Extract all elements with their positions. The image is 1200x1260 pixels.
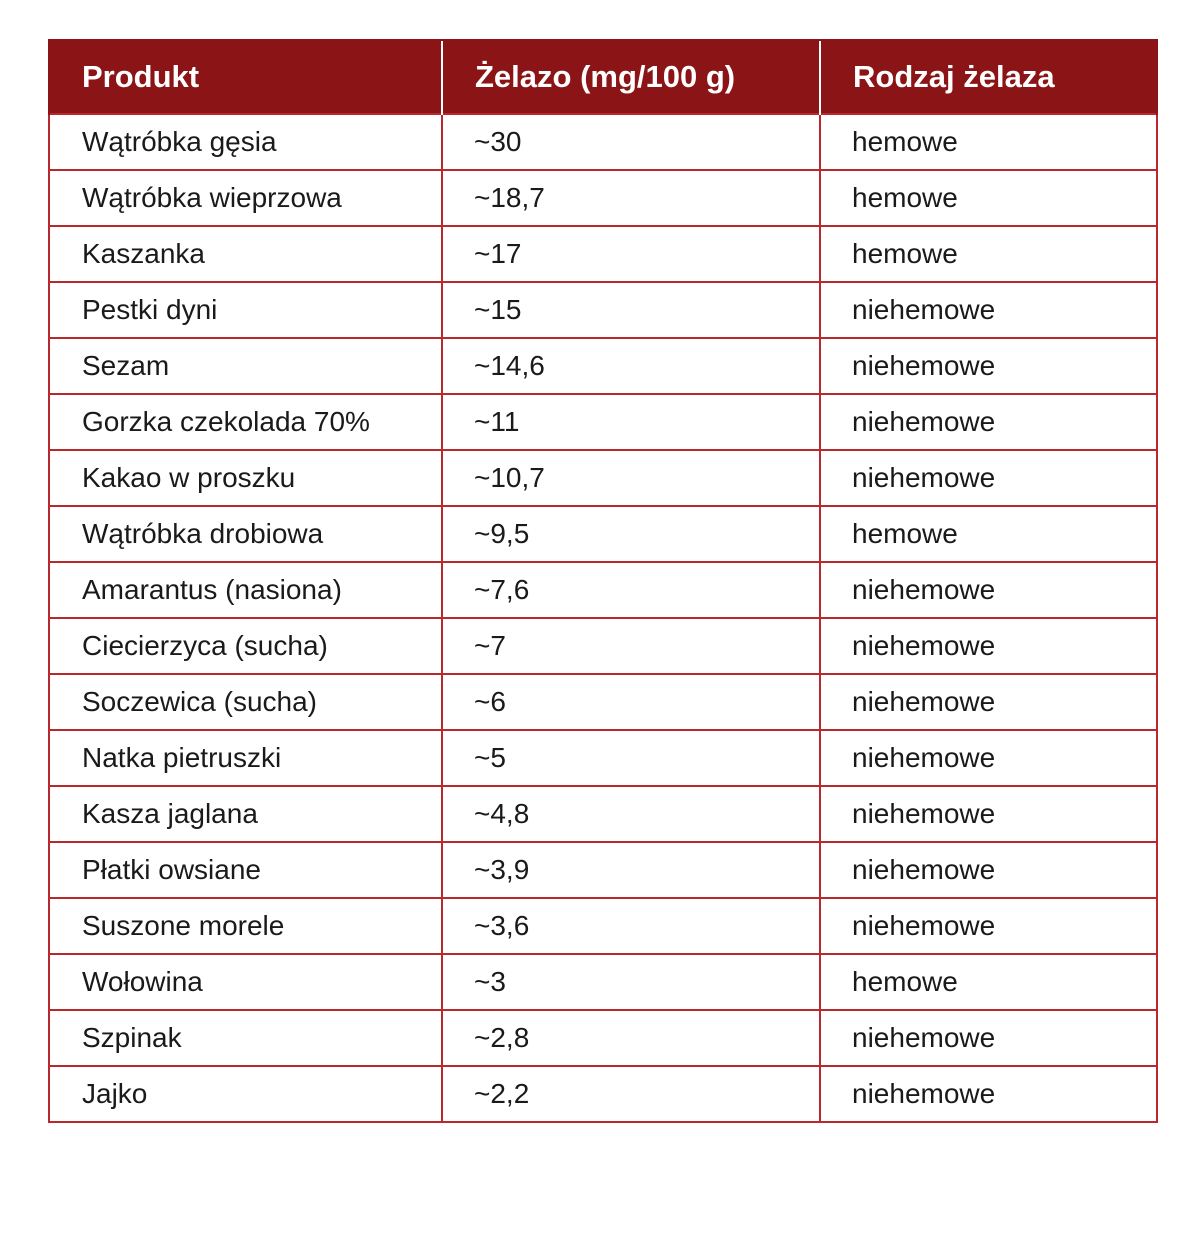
- product-cell: Ciecierzyca (sucha): [49, 618, 442, 674]
- iron-amount-cell: ~17: [442, 226, 820, 282]
- product-cell: Wątróbka gęsia: [49, 114, 442, 170]
- table-header: [49, 40, 1157, 114]
- iron-amount-cell: ~3: [442, 954, 820, 1010]
- iron-type-cell: niehemowe: [820, 394, 1157, 450]
- iron-amount-cell: ~10,7: [442, 450, 820, 506]
- table-row: [49, 674, 1157, 730]
- table-row: [49, 338, 1157, 394]
- table-row: [49, 954, 1157, 1010]
- header-iron-amount: Żelazo (mg/100 g): [442, 40, 820, 114]
- table-row: [49, 226, 1157, 282]
- iron-type-cell: niehemowe: [820, 450, 1157, 506]
- iron-type-cell: niehemowe: [820, 1010, 1157, 1066]
- table-body: [49, 114, 1157, 1122]
- table-row: [49, 1010, 1157, 1066]
- iron-amount-cell: ~3,6: [442, 898, 820, 954]
- table-row: [49, 786, 1157, 842]
- product-cell: Suszone morele: [49, 898, 442, 954]
- table-row: [49, 450, 1157, 506]
- product-cell: Sezam: [49, 338, 442, 394]
- product-cell: Kakao w proszku: [49, 450, 442, 506]
- product-cell: Pestki dyni: [49, 282, 442, 338]
- table-row: [49, 730, 1157, 786]
- iron-amount-cell: ~9,5: [442, 506, 820, 562]
- iron-amount-cell: ~11: [442, 394, 820, 450]
- iron-amount-cell: ~14,6: [442, 338, 820, 394]
- product-cell: Soczewica (sucha): [49, 674, 442, 730]
- table-row: [49, 842, 1157, 898]
- iron-type-cell: niehemowe: [820, 618, 1157, 674]
- table-row: [49, 898, 1157, 954]
- product-cell: Wołowina: [49, 954, 442, 1010]
- table-row: [49, 170, 1157, 226]
- table-row: [49, 282, 1157, 338]
- iron-amount-cell: ~18,7: [442, 170, 820, 226]
- table-row: [49, 114, 1157, 170]
- iron-type-cell: niehemowe: [820, 338, 1157, 394]
- product-cell: Natka pietruszki: [49, 730, 442, 786]
- iron-type-cell: niehemowe: [820, 786, 1157, 842]
- product-cell: Kasza jaglana: [49, 786, 442, 842]
- table-row: [49, 394, 1157, 450]
- product-cell: Amarantus (nasiona): [49, 562, 442, 618]
- header-row: [49, 40, 1157, 114]
- table-row: [49, 562, 1157, 618]
- iron-type-cell: niehemowe: [820, 898, 1157, 954]
- table-row: [49, 1066, 1157, 1122]
- iron-amount-cell: ~6: [442, 674, 820, 730]
- product-cell: Szpinak: [49, 1010, 442, 1066]
- product-cell: Płatki owsiane: [49, 842, 442, 898]
- table-row: [49, 506, 1157, 562]
- iron-amount-cell: ~15: [442, 282, 820, 338]
- iron-type-cell: hemowe: [820, 954, 1157, 1010]
- product-cell: Gorzka czekolada 70%: [49, 394, 442, 450]
- iron-type-cell: hemowe: [820, 506, 1157, 562]
- iron-content-table: [48, 39, 1158, 1123]
- iron-amount-cell: ~4,8: [442, 786, 820, 842]
- iron-amount-cell: ~2,8: [442, 1010, 820, 1066]
- iron-type-cell: hemowe: [820, 226, 1157, 282]
- product-cell: Kaszanka: [49, 226, 442, 282]
- iron-amount-cell: ~5: [442, 730, 820, 786]
- iron-type-cell: niehemowe: [820, 282, 1157, 338]
- header-iron-type: Rodzaj żelaza: [820, 40, 1157, 114]
- iron-type-cell: niehemowe: [820, 842, 1157, 898]
- table-row: [49, 618, 1157, 674]
- iron-type-cell: niehemowe: [820, 674, 1157, 730]
- product-cell: Jajko: [49, 1066, 442, 1122]
- iron-amount-cell: ~7,6: [442, 562, 820, 618]
- iron-type-cell: niehemowe: [820, 562, 1157, 618]
- iron-amount-cell: ~2,2: [442, 1066, 820, 1122]
- iron-type-cell: hemowe: [820, 114, 1157, 170]
- iron-type-cell: niehemowe: [820, 1066, 1157, 1122]
- header-product: Produkt: [49, 40, 442, 114]
- product-cell: Wątróbka drobiowa: [49, 506, 442, 562]
- iron-table-container: [48, 39, 1156, 1123]
- iron-type-cell: hemowe: [820, 170, 1157, 226]
- iron-amount-cell: ~30: [442, 114, 820, 170]
- iron-amount-cell: ~3,9: [442, 842, 820, 898]
- product-cell: Wątróbka wieprzowa: [49, 170, 442, 226]
- iron-type-cell: niehemowe: [820, 730, 1157, 786]
- iron-amount-cell: ~7: [442, 618, 820, 674]
